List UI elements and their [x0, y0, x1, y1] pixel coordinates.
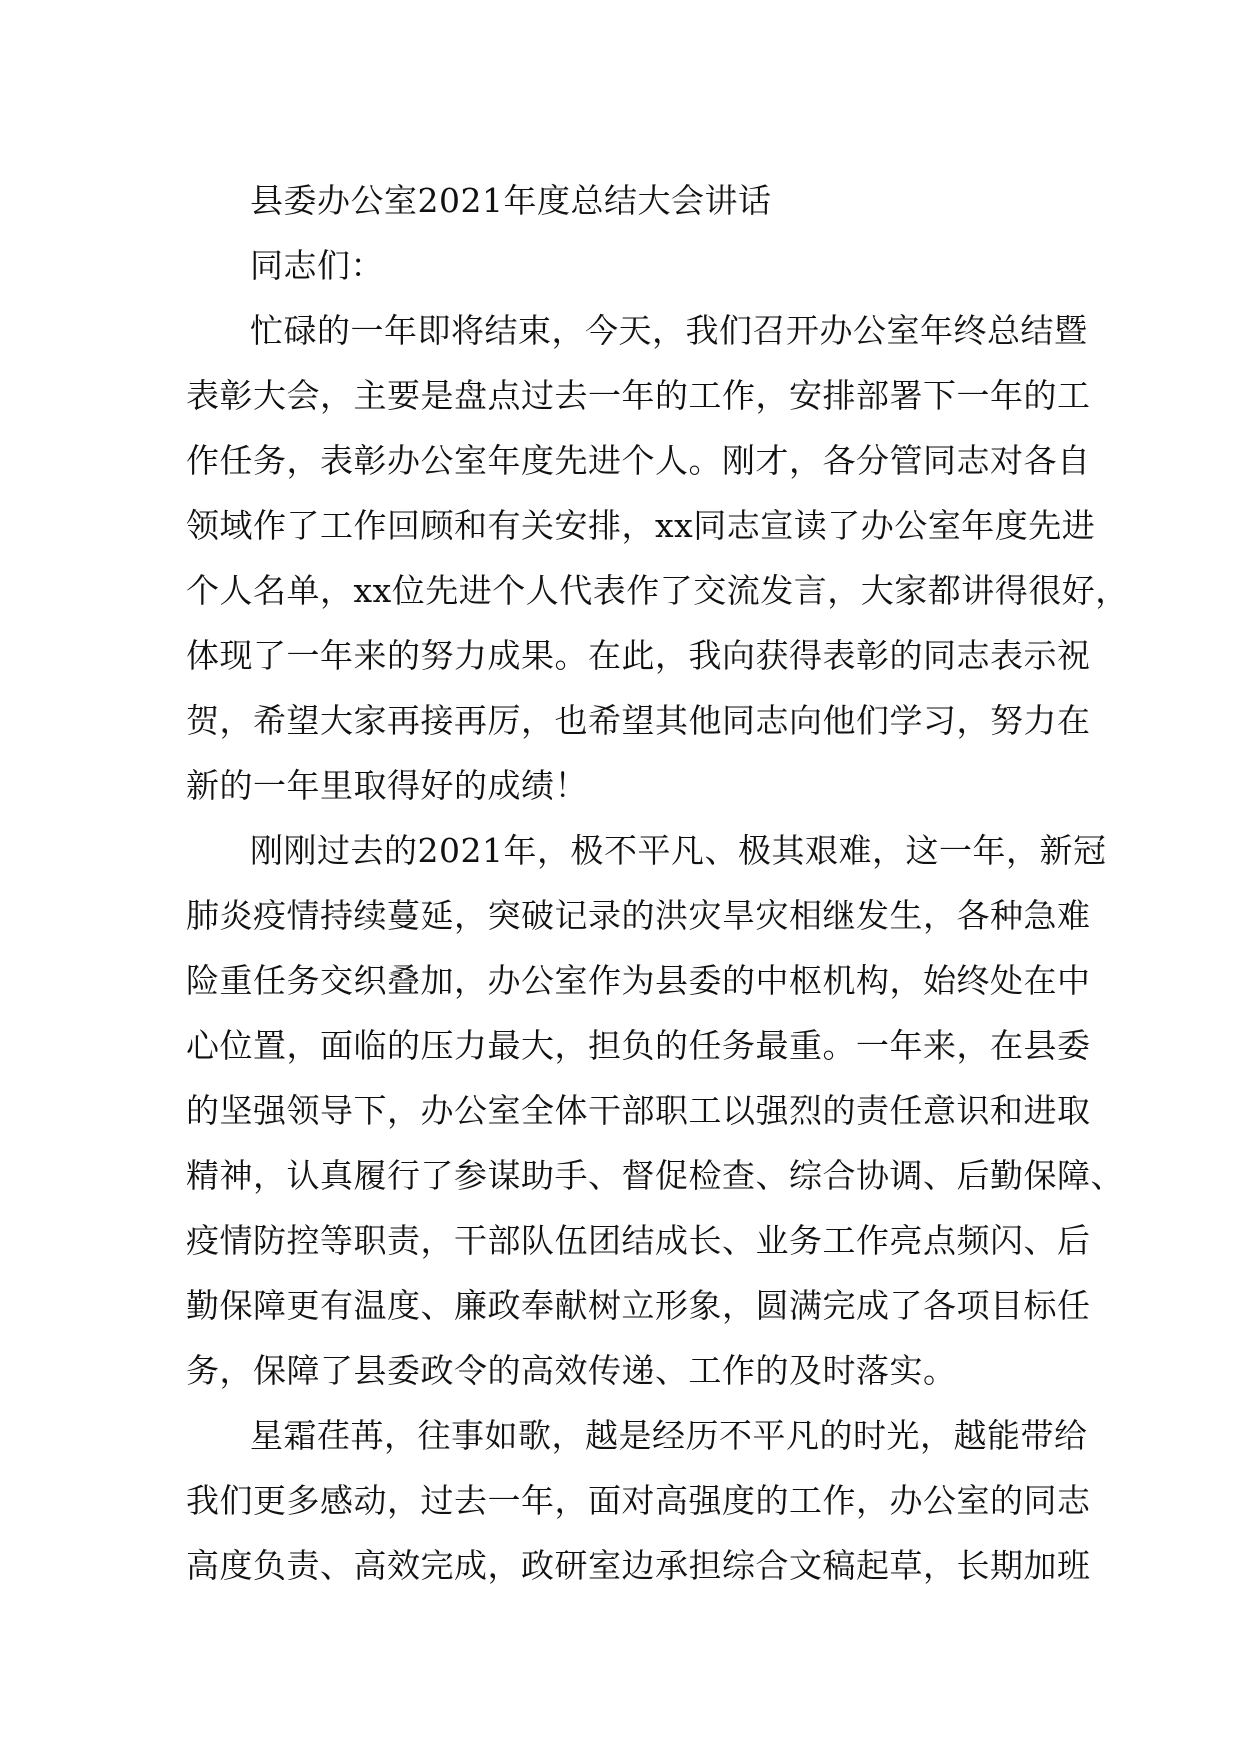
- paragraph-1-line-6: 体现了一年来的努力成果。在此，我向获得表彰的同志表示祝: [186, 636, 1091, 675]
- paragraph-2-line-4: 心位置，面临的压力最大，担负的任务最重。一年来，在县委: [186, 1026, 1091, 1065]
- paragraph-1-line-8: 新的一年里取得好的成绩！: [186, 766, 588, 805]
- document-title: 县委办公室2021年度总结大会讲话: [250, 181, 772, 220]
- paragraph-3-line-2: 我们更多感动，过去一年，面对高强度的工作，办公室的同志: [186, 1481, 1091, 1520]
- salutation: 同志们：: [250, 246, 384, 285]
- paragraph-3-line-1: 星霜荏苒，往事如歌，越是经历不平凡的时光，越能带给: [250, 1416, 1088, 1455]
- document-body: [186, 168, 1129, 1598]
- paragraph-1-line-3: 作任务，表彰办公室年度先进个人。刚才，各分管同志对各自: [186, 441, 1091, 480]
- paragraph-2-line-1: 刚刚过去的2021年，极不平凡、极其艰难，这一年，新冠: [250, 831, 1107, 870]
- paragraph-1-line-1: 忙碌的一年即将结束，今天，我们召开办公室年终总结暨: [250, 311, 1088, 350]
- paragraph-1-line-7: 贺，希望大家再接再厉，也希望其他同志向他们学习，努力在: [186, 701, 1091, 740]
- paragraph-1-line-2: 表彰大会，主要是盘点过去一年的工作，安排部署下一年的工: [186, 376, 1091, 415]
- paragraph-2-line-8: 勤保障更有温度、廉政奉献树立形象，圆满完成了各项目标任: [186, 1286, 1091, 1325]
- paragraph-2-line-5: 的坚强领导下，办公室全体干部职工以强烈的责任意识和进取: [186, 1091, 1091, 1130]
- paragraph-1-line-4: 领域作了工作回顾和有关安排，xx同志宣读了办公室年度先进: [186, 506, 1096, 545]
- paragraph-3-line-3: 高度负责、高效完成，政研室边承担综合文稿起草，长期加班: [186, 1546, 1091, 1585]
- paragraph-2-line-7: 疫情防控等职责，干部队伍团结成长、业务工作亮点频闪、后: [186, 1221, 1091, 1260]
- paragraph-1-line-5: 个人名单，xx位先进个人代表作了交流发言，大家都讲得很好，: [186, 571, 1129, 610]
- paragraph-2-line-9: 务，保障了县委政令的高效传递、工作的及时落实。: [186, 1351, 957, 1390]
- paragraph-2-line-3: 险重任务交织叠加，办公室作为县委的中枢机构，始终处在中: [186, 961, 1091, 1000]
- paragraph-2-line-2: 肺炎疫情持续蔓延，突破记录的洪灾旱灾相继发生，各种急难: [186, 896, 1091, 935]
- paragraph-2-line-6: 精神，认真履行了参谋助手、督促检查、综合协调、后勤保障、: [186, 1156, 1124, 1195]
